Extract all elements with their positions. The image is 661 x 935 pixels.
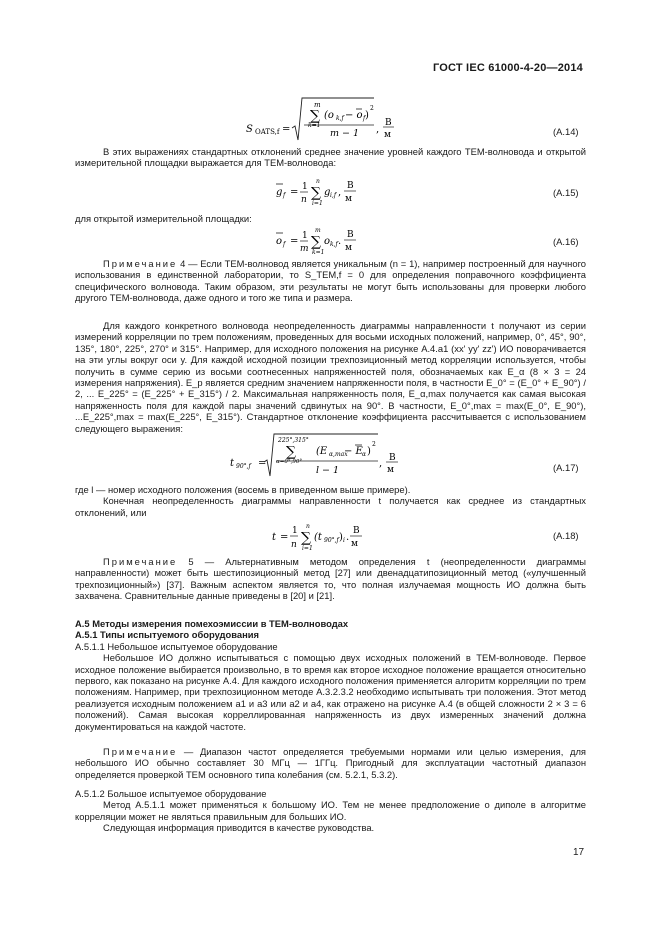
eq-number-a18: (A.18) <box>553 530 579 541</box>
svg-text:=: = <box>290 187 299 198</box>
a18-sum-bot: i=1 <box>302 545 313 552</box>
a14-num-tail: − o <box>345 110 363 121</box>
eq-number-a14: (A.14) <box>553 126 579 137</box>
svg-text:=: = <box>290 236 299 247</box>
svg-text:=: = <box>280 532 289 543</box>
section-a512 <box>75 788 586 834</box>
a15-n: n <box>301 195 307 205</box>
a18-unit-den: м <box>351 539 359 549</box>
svg-text:,: , <box>338 187 342 198</box>
svg-text:.: . <box>346 532 350 543</box>
a17-sum-top: 225°,315° <box>278 437 309 444</box>
a17-unit-den: м <box>387 465 395 475</box>
paragraph-large-eut: Метод А.5.1.1 может применяться к большому ИО. Тем не менее предположение о диполе в алгоритме корреляции может не являться правильным для больших ИО. <box>75 799 586 822</box>
a17-unit-num: В <box>389 453 396 463</box>
a15-lhs: g <box>276 187 283 198</box>
equation-a17 <box>228 432 404 482</box>
a14-lhs-sub: OATS,f <box>255 128 280 136</box>
a14-num-bar-sub: f <box>363 115 366 122</box>
a17-num: (E <box>316 446 328 457</box>
a14-den: m − 1 <box>330 128 360 139</box>
a16-m: m <box>300 244 309 254</box>
section-a5 <box>75 618 586 732</box>
a18-unit-num: В <box>353 526 360 536</box>
note-frequency-label: Примечание <box>103 746 178 757</box>
a14-num-sub: k,f <box>336 115 344 122</box>
svg-text:,: , <box>379 458 383 469</box>
heading-a511: А.5.1.1 Небольшое испытуемое оборудование <box>75 640 278 652</box>
a17-den: l − 1 <box>316 465 340 476</box>
standard-header: ГОСТ IEC 61000-4-20—2014 <box>432 62 583 74</box>
paragraph-oats-intro: для открытой измерительной площадки: <box>75 213 252 224</box>
note-frequency: Примечание — Диапазон частот определяется требуемыми нормами или целью измерения, для небольшого ИО обычно составляет 30 МГц — 1ГГц. Пригодный для эксплуатации частотный диапазон определяется проверкой ТЕМ основного типа колебания (см. 5.2.1, 5.3.2). <box>75 746 586 780</box>
svg-text:i: i <box>343 537 345 544</box>
a16-one: 1 <box>302 231 308 241</box>
paragraph-l-definition: где l — номер исходного положения (восемь в приведенном выше примере). Конечная неопределенность диаграммы направленности t получается как среднее из стандартных отклонений, или <box>75 484 586 518</box>
a18-one: 1 <box>292 526 298 536</box>
eq-number-a16: (A.16) <box>553 236 579 247</box>
a16-term-sub: k,f <box>330 241 338 248</box>
note-5-label: Примечание <box>103 556 178 567</box>
a18-term-sub: 90°,f <box>324 537 339 544</box>
paragraph-pattern-uncertainty: Для каждого конкретного волновода неопределенность диаграммы направленности t получают из серии измерений корреляции по трем положениям, проведенных для восьми исходных положений, например, 0°, 45°, 90°, 135°, 180°, 225°, 270° и 315°. Например, для исходного положения на рисунке А.4.а1 (xx' yy' zz') ИО поворачивается на эти углы вокруг оси y. Для каждой исходной позиции трехпозиционный метод корреляции используется, чтобы получить в сумме серию из восьми соотнесенных напряженностей поля, обозначаемых как E_α (8 × 3 = 24 измерения напряжения). E_p является средним значением напряженности поля, в частности E_0° = (E_0° + E_90°) / 2, ... E_225° = (E_225° + E_315°) / 2. Максимальная напряженность поля, E_α,max получается как самая высокая напряженность поля для каждой пары значений сдвинутых на 90°. В частности, E_0°,max = max(E_0°, E_90°), ...E_225°,max = max(E_225°, E_315°). Стандартное отклонение коэффициента рассчитывается с использованием следующего выражения: <box>75 320 586 434</box>
a14-unit-den: м <box>384 130 392 140</box>
paragraph-guidance: Следующая информация приводится в качестве руководства. <box>103 822 375 834</box>
a15-lhs-sub: f <box>283 192 286 199</box>
a16-term: o <box>324 236 331 247</box>
a16-lhs: o <box>276 236 283 247</box>
a18-lhs: t <box>272 532 277 543</box>
a15-sum-top: n <box>316 178 320 185</box>
svg-text:∑: ∑ <box>301 530 311 546</box>
a16-unit-num: В <box>347 230 354 240</box>
svg-text:∑: ∑ <box>311 234 321 250</box>
a14-sum-bot: k=1 <box>308 122 321 129</box>
a18-sum-top: n <box>306 523 310 530</box>
a15-unit-den: м <box>345 194 353 204</box>
a15-term-sub: i,f <box>330 192 337 199</box>
a15-one: 1 <box>302 182 308 192</box>
a14-lhs: S <box>246 124 253 135</box>
a14-sq: 2 <box>370 105 374 112</box>
heading-a512: А.5.1.2 Большое испытуемое оборудование <box>75 788 267 799</box>
a17-num-tail: − E <box>344 446 363 457</box>
heading-a51: А.5.1 Типы испытуемого оборудования <box>75 629 259 641</box>
equation-a18 <box>266 520 376 556</box>
svg-text:∑: ∑ <box>286 444 296 460</box>
a17-num-sub: α,max <box>329 451 348 458</box>
a16-lhs-sub: f <box>283 241 286 248</box>
note-4: Примечание 4 — Если ТЕМ-волновод является уникальным (n = 1), например построенный для научного использования в единственной лаборатории, то S_TEM,f = 0 для определения поправочного коэффициента специфического волновода. Таким образом, эти результаты не могут быть использованы для проверки любого другого ТЕМ-волновода, даже одного и того же типа и размера. <box>75 258 586 304</box>
eq-number-a17: (A.17) <box>553 462 579 473</box>
a17-lhs: t <box>230 458 235 469</box>
a15-unit-num: В <box>347 181 354 191</box>
paragraph-small-eut: Небольшое ИО должно испытываться с помощью двух исходных положений в ТЕМ-волноводе. Первое исходное положение выбирается произвольно, в то время как второе исходное положение вращается относительно первого, как показано на рисунке А.4. Для каждого исходного положения применяется алгоритм корреляции по трем положениям. Например, при трехпозиционном методе А.3.2.3.2 необходимо испытывать три положения. Этот метод реализуется исходным положением а1 и а3 или а2 и а4, как отражено на рисунке А.4 (в общей сложности 2 × 3 = 6 положений). Самая высокая корреллированная напряженность из двух измеренных значений должна документироваться на каждой частоте. <box>75 652 586 732</box>
a17-sum-bot: α=0°,90° <box>276 459 303 465</box>
a16-sum-top: m <box>315 227 321 234</box>
svg-text:): ) <box>339 532 343 543</box>
note-4-label: Примечание <box>103 258 178 269</box>
a14-sum-top: m <box>314 101 321 109</box>
a17-lhs-sub: 90°,f <box>236 463 251 470</box>
heading-a5: А.5 Методы измерения помехоэмиссии в ТЕМ-волноводах <box>75 618 349 629</box>
a15-sum-bot: i=1 <box>312 200 323 207</box>
a18-n: n <box>291 540 297 550</box>
paragraph-mean-intro: В этих выражениях стандартных отклонений среднее значение уровней каждого ТЕМ-волновода и открытой измерительной площадки выражается для ТЕМ-волновода: <box>75 146 586 169</box>
eq-number-a15: (A.15) <box>553 187 579 198</box>
a15-term: g <box>324 187 331 198</box>
page-number: 17 <box>573 847 585 858</box>
equation-a16 <box>270 224 370 260</box>
note-5: Примечание 5 — Альтернативным методом определения t (неопределенности диаграммы направленности) может быть шестипозиционный метод [27] или двенадцатипозиционный метод («улучшенный трехпозиционный») [37]. Важным аспектом является то, что полная излучаемая мощность ИО должна быть захвачена. Сравнительные данные приведены в [20] и [21]. <box>75 556 586 602</box>
svg-text:,: , <box>376 124 380 135</box>
a16-unit-den: м <box>345 243 353 253</box>
svg-text:.: . <box>338 236 342 247</box>
a16-sum-bot: k=1 <box>312 249 325 256</box>
svg-text:∑: ∑ <box>311 185 321 201</box>
a14-unit-num: В <box>385 118 392 128</box>
equation-a15 <box>270 175 370 211</box>
a18-term: (t <box>314 532 322 543</box>
svg-text:): ) <box>367 446 371 457</box>
a14-num: (o <box>324 110 334 121</box>
svg-text:=: = <box>282 124 291 135</box>
a17-sq: 2 <box>372 441 376 448</box>
equation-a14 <box>240 96 400 144</box>
svg-text:=: = <box>258 458 267 469</box>
a17-num-bar-sub: α <box>362 451 367 458</box>
svg-text:∑: ∑ <box>310 108 320 124</box>
svg-text:): ) <box>365 110 369 121</box>
